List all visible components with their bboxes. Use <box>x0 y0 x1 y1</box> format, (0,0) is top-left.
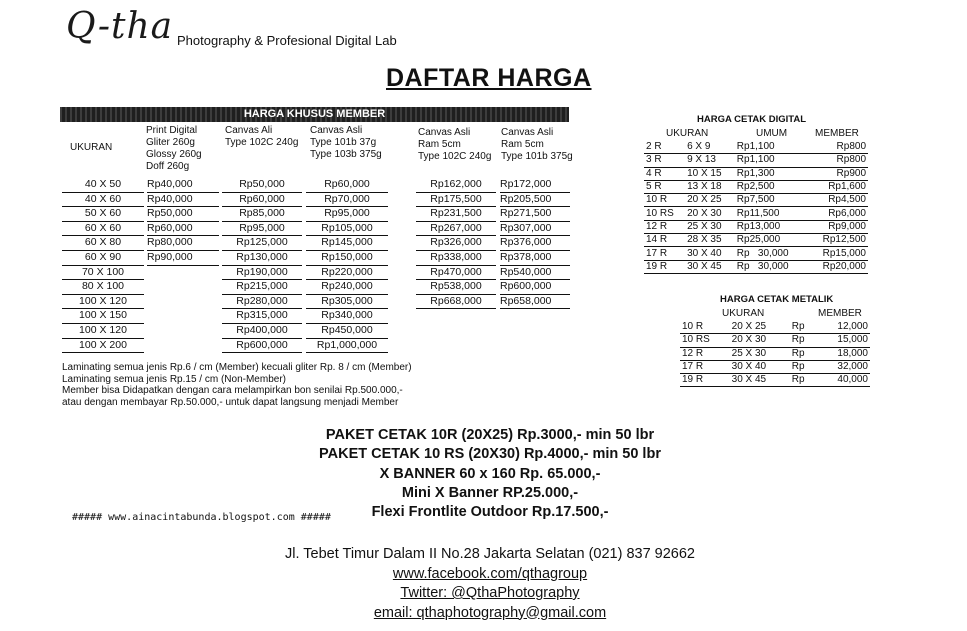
price-cell: Rp60,000 <box>222 193 302 208</box>
table-cell: 10 RS <box>680 334 730 347</box>
table-cell: Rp15,000 <box>807 247 868 260</box>
size-cell: 50 X 60 <box>62 207 144 222</box>
header-line: Ram 5cm <box>501 139 544 150</box>
package-line: X BANNER 60 x 160 Rp. 65.000,- <box>379 465 601 482</box>
price-cell: Rp668,000 <box>416 295 496 310</box>
size-cell: 60 X 90 <box>62 251 144 266</box>
table-cell: 12,000 <box>816 321 870 334</box>
size-cell: 40 X 60 <box>62 193 144 208</box>
table-cell: 2 R <box>644 141 685 154</box>
price-cell: Rp450,000 <box>306 324 388 339</box>
table-row <box>644 220 868 233</box>
table-cell: Rp13,000 <box>735 220 807 233</box>
table-cell: 12 R <box>680 347 730 360</box>
size-cell: 60 X 60 <box>62 222 144 237</box>
header-line: Type 101b 375g <box>501 151 573 162</box>
price-cell: Rp305,000 <box>306 295 388 310</box>
header-line: Type 102C 240g <box>418 151 492 162</box>
table-cell: 10 RS <box>644 207 685 220</box>
table-row <box>644 234 868 247</box>
package-line: PAKET CETAK 10R (20X25) Rp.3000,- min 50 lbr <box>325 427 655 443</box>
digital-header-umum: UMUM <box>756 128 788 139</box>
member-banner-label: HARGA KHUSUS MEMBER <box>243 108 386 120</box>
column-canvas-ram-102 <box>416 178 496 309</box>
table-cell: Rp25,000 <box>735 234 807 247</box>
price-cell: Rp60,000 <box>306 178 388 193</box>
metalik-header-ukuran: UKURAN <box>722 308 765 319</box>
price-cell: Rp50,000 <box>147 207 219 222</box>
size-cell: 80 X 100 <box>62 280 144 295</box>
price-cell: Rp315,000 <box>222 309 302 324</box>
header-ukuran: UKURAN <box>70 142 113 153</box>
price-cell: Rp271,500 <box>500 207 570 222</box>
price-cell: Rp267,000 <box>416 222 496 237</box>
digital-header-member: MEMBER <box>815 128 859 139</box>
size-cell: 40 X 50 <box>62 178 144 193</box>
table-cell: 10 R <box>680 321 730 334</box>
header-canvas-ali <box>225 125 298 149</box>
header-canvas-asli <box>310 125 382 161</box>
price-cell: Rp50,000 <box>222 178 302 193</box>
header-line: Canvas Asli <box>501 127 554 138</box>
note-line: Member bisa Didapatkan dengan cara melampirkan bon senilai Rp.500.000,- <box>62 385 403 396</box>
header-line: Canvas Asli <box>310 125 363 136</box>
table-cell: 5 R <box>644 180 685 193</box>
table-cell: 25 X 30 <box>730 347 790 360</box>
table-cell: 40,000 <box>816 374 870 387</box>
price-cell: Rp240,000 <box>306 280 388 295</box>
table-row <box>680 374 870 387</box>
header-print-digital <box>146 125 202 173</box>
price-cell: Rp338,000 <box>416 251 496 266</box>
price-cell: Rp162,000 <box>416 178 496 193</box>
size-cell: 100 X 120 <box>62 295 144 310</box>
table-cell: Rp2,500 <box>735 180 807 193</box>
table-cell: 13 X 18 <box>685 180 735 193</box>
note-line: Laminating semua jenis Rp.6 / cm (Member) kecuali gliter Rp. 8 / cm (Member) <box>62 362 412 373</box>
package-line: PAKET CETAK 10 RS (20X30) Rp.4000,- min 50 lbr <box>319 446 661 463</box>
table-row <box>680 360 870 373</box>
table-cell: 4 R <box>644 167 685 180</box>
package-line: Mini X Banner RP.25.000,- <box>401 484 579 501</box>
header-line: Canvas Ali <box>225 125 273 136</box>
table-cell: 10 X 15 <box>685 167 735 180</box>
table-cell: 30 X 40 <box>685 247 735 260</box>
table-cell: Rp <box>790 374 816 387</box>
digital-header-ukuran: UKURAN <box>666 128 709 139</box>
price-cell: Rp231,500 <box>416 207 496 222</box>
price-cell: Rp378,000 <box>500 251 570 266</box>
table-row <box>680 347 870 360</box>
table-cell: Rp 30,000 <box>735 247 807 260</box>
price-cell: Rp326,000 <box>416 236 496 251</box>
column-canvas-ali <box>222 178 302 353</box>
table-cell: Rp1,100 <box>735 154 807 167</box>
table-row <box>644 194 868 207</box>
price-cell: Rp95,000 <box>306 207 388 222</box>
table-cell: Rp <box>790 321 816 334</box>
price-cell: Rp90,000 <box>147 251 219 266</box>
table-cell: Rp6,000 <box>807 207 868 220</box>
price-cell: Rp125,000 <box>222 236 302 251</box>
price-cell: Rp600,000 <box>500 280 570 295</box>
note-line: atau dengan membayar Rp.50.000,- untuk dapat langsung menjadi Member <box>62 396 399 408</box>
price-cell: Rp105,000 <box>306 222 388 237</box>
table-cell: Rp <box>790 347 816 360</box>
price-cell: Rp95,000 <box>222 222 302 237</box>
table-cell: 30 X 45 <box>730 374 790 387</box>
table-cell: 20 X 30 <box>685 207 735 220</box>
table-cell: 6 X 9 <box>685 141 735 154</box>
package-line: Flexi Frontlite Outdoor Rp.17.500,- <box>371 504 609 521</box>
header-line: Canvas Asli <box>418 127 471 138</box>
table-row <box>680 321 870 334</box>
price-cell: Rp172,000 <box>500 178 570 193</box>
note-line: Laminating semua jenis Rp.15 / cm (Non-Member) <box>62 373 286 385</box>
metalik-price-table <box>680 321 870 387</box>
member-banner <box>60 107 569 122</box>
blog-url: ##### www.ainacintabunda.blogspot.com ##### <box>72 512 331 523</box>
table-cell: 19 R <box>680 374 730 387</box>
table-cell: 20 X 30 <box>730 334 790 347</box>
table-cell: 19 R <box>644 260 685 273</box>
table-cell: 3 R <box>644 154 685 167</box>
table-cell: Rp800 <box>807 154 868 167</box>
price-cell: Rp60,000 <box>147 222 219 237</box>
page-title: DAFTAR HARGA <box>386 64 592 92</box>
table-cell: 20 X 25 <box>685 194 735 207</box>
table-row <box>680 334 870 347</box>
table-cell: 10 R <box>644 194 685 207</box>
table-cell: 20 X 25 <box>730 321 790 334</box>
header-line: Print Digital <box>146 125 198 136</box>
table-cell: Rp <box>790 334 816 347</box>
twitter-link[interactable]: Twitter: @QthaPhotography <box>400 585 580 601</box>
table-cell: 17 R <box>644 247 685 260</box>
price-cell: Rp376,000 <box>500 236 570 251</box>
price-cell: Rp215,000 <box>222 280 302 295</box>
price-cell: Rp190,000 <box>222 266 302 281</box>
price-cell: Rp220,000 <box>306 266 388 281</box>
price-cell: Rp70,000 <box>306 193 388 208</box>
table-cell: Rp20,000 <box>807 260 868 273</box>
price-cell: Rp40,000 <box>147 193 219 208</box>
size-cell: 100 X 120 <box>62 324 144 339</box>
table-cell: 18,000 <box>816 347 870 360</box>
package-offers <box>300 426 680 522</box>
brand-logo: Q-tha <box>66 6 174 47</box>
table-row <box>644 167 868 180</box>
table-cell: 30 X 40 <box>730 360 790 373</box>
price-cell: Rp85,000 <box>222 207 302 222</box>
price-cell: Rp145,000 <box>306 236 388 251</box>
table-row <box>644 247 868 260</box>
table-cell: Rp4,500 <box>807 194 868 207</box>
table-cell: Rp1,300 <box>735 167 807 180</box>
table-cell: 25 X 30 <box>685 220 735 233</box>
price-cell: Rp280,000 <box>222 295 302 310</box>
table-cell: Rp800 <box>807 141 868 154</box>
table-row <box>644 207 868 220</box>
address: Jl. Tebet Timur Dalam II No.28 Jakarta Selatan (021) 837 92662 <box>285 546 695 562</box>
table-cell: Rp11,500 <box>735 207 807 220</box>
header-line: Type 102C 240g <box>225 137 299 148</box>
table-cell: Rp7,500 <box>735 194 807 207</box>
table-cell: 15,000 <box>816 334 870 347</box>
size-cell: 70 X 100 <box>62 266 144 281</box>
header-canvas-ram-102 <box>418 127 491 163</box>
table-cell: 9 X 13 <box>685 154 735 167</box>
header-canvas-ram-101 <box>501 127 573 163</box>
table-row <box>644 260 868 273</box>
table-cell: 12 R <box>644 220 685 233</box>
price-cell: Rp340,000 <box>306 309 388 324</box>
price-cell: Rp470,000 <box>416 266 496 281</box>
price-cell: Rp40,000 <box>147 178 219 193</box>
table-cell: Rp1,600 <box>807 180 868 193</box>
header-line: Ram 5cm <box>418 139 461 150</box>
header-line: Doff 260g <box>146 161 190 172</box>
price-cell: Rp658,000 <box>500 295 570 310</box>
facebook-link[interactable]: www.facebook.com/qthagroup <box>392 565 588 582</box>
table-cell: Rp1,100 <box>735 141 807 154</box>
digital-price-table <box>644 141 868 274</box>
header-line: Type 103b 375g <box>310 149 382 160</box>
column-canvas-ram-101 <box>500 178 570 309</box>
table-cell: 30 X 45 <box>685 260 735 273</box>
price-cell: Rp540,000 <box>500 266 570 281</box>
price-cell: Rp175,500 <box>416 193 496 208</box>
price-cell: Rp1,000,000 <box>306 339 388 354</box>
price-cell: Rp150,000 <box>306 251 388 266</box>
price-cell: Rp130,000 <box>222 251 302 266</box>
size-cell: 60 X 80 <box>62 236 144 251</box>
table-cell: Rp12,500 <box>807 234 868 247</box>
contact-block <box>260 545 720 623</box>
price-cell: Rp80,000 <box>147 236 219 251</box>
table-cell: Rp 30,000 <box>735 260 807 273</box>
price-cell: Rp600,000 <box>222 339 302 354</box>
table-cell: 17 R <box>680 360 730 373</box>
column-print-digital <box>147 178 219 266</box>
brand-tagline: Photography & Profesional Digital Lab <box>177 33 397 48</box>
table-cell: Rp9,000 <box>807 220 868 233</box>
table-cell: 32,000 <box>816 360 870 373</box>
size-cell: 100 X 200 <box>62 339 144 354</box>
table-row <box>644 180 868 193</box>
email-link[interactable]: email: qthaphotography@gmail.com <box>373 604 607 621</box>
column-canvas-asli <box>306 178 388 353</box>
header-line: Gliter 260g <box>146 137 195 148</box>
table-cell: 14 R <box>644 234 685 247</box>
price-cell: Rp400,000 <box>222 324 302 339</box>
header-line: Glossy 260g <box>146 149 202 160</box>
price-cell: Rp538,000 <box>416 280 496 295</box>
table-cell: 28 X 35 <box>685 234 735 247</box>
table-row <box>644 154 868 167</box>
table-cell: Rp <box>790 360 816 373</box>
metalik-header-member: MEMBER <box>818 308 862 319</box>
digital-title: HARGA CETAK DIGITAL <box>697 114 807 125</box>
metalik-title: HARGA CETAK METALIK <box>720 294 834 305</box>
header-line: Type 101b 37g <box>310 137 377 148</box>
table-row <box>644 141 868 154</box>
size-cell: 100 X 150 <box>62 309 144 324</box>
laminating-notes <box>62 362 412 408</box>
column-sizes <box>62 178 144 353</box>
price-cell: Rp307,000 <box>500 222 570 237</box>
price-cell: Rp205,500 <box>500 193 570 208</box>
table-cell: Rp900 <box>807 167 868 180</box>
